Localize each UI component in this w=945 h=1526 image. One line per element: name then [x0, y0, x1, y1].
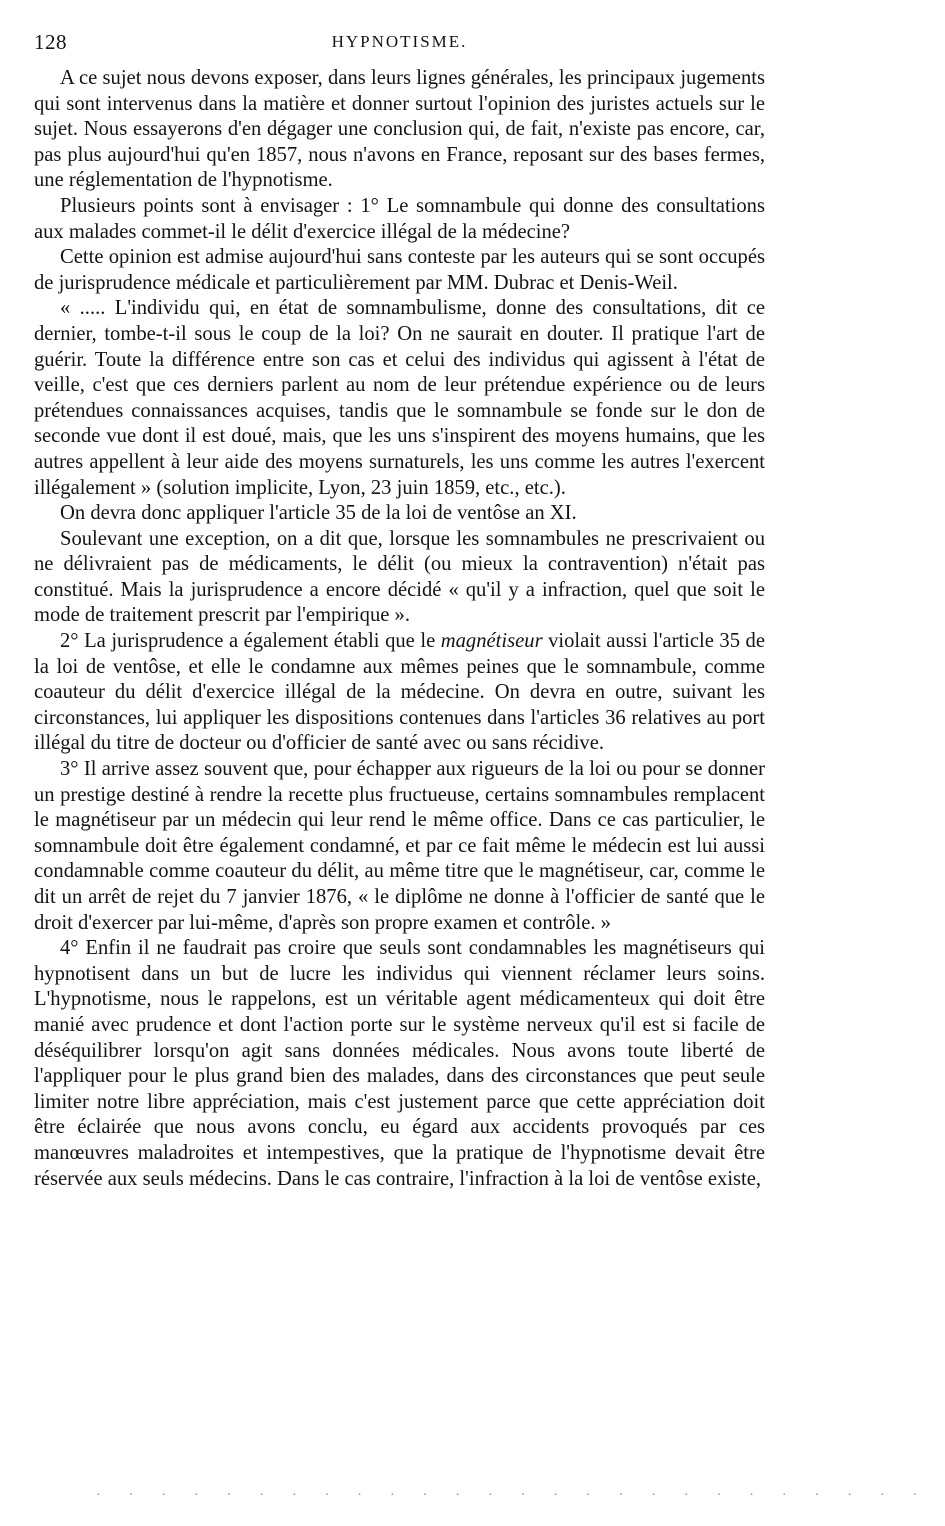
paragraph-opinion: Cette opinion est admise aujourd'hui sans conteste par les auteurs qui se sont occupés de jurisprudence médicale et particulièrement par MM. Dubrac et Denis-Weil. [34, 246, 765, 294]
paragraph-intro: A ce sujet nous devons exposer, dans leurs lignes générales, les principaux jugements qui sont intervenus dans la matière et donner surtout l'opinion des juristes actuels sur le sujet. Nous essayerons d'en dégager une conclusion qui, de fait, n'existe pas encore, car, pas plus aujourd'hui qu'en 1857, nous n'avons en France, reposant sur des bases fermes, une réglementation de l'hypnotisme. [34, 67, 765, 192]
paragraph-exception: Soulevant une exception, on a dit que, lorsque les somnambules ne prescrivaient ou ne délivraient pas de médicaments, le délit (ou mieux la contravention) n'était pas constitué. Mais la jurisprudence a encore décidé « qu'il y a infraction, quel que soit le mode de traitement prescrit par l'empirique ». [34, 527, 765, 627]
scan-artifact-dots: ·························· [96, 1488, 945, 1503]
point-2-text-end: violait aussi l'article 35 de la loi de ventôse, et elle le condamne aux mêmes peines que le somnambule, comme coauteur du délit d'exercice illégal de la médecine. On devra en outre, suivant les circonstances, lui appliquer les dispositions contenues dans l'articles 36 relatives au port illégal du titre de docteur ou d'officier de santé avec ou sans récidive. [34, 630, 765, 755]
paragraph-point-4: 4° Enfin il ne faudrait pas croire que seuls sont condamnables les magnétiseurs qui hypnotisent dans un but de lucre les individus qui viennent réclamer leurs soins. L'hypnotisme, nous le rappelons, est un véritable agent médicamenteux qui doit être manié avec prudence et dont l'action porte sur le système nerveux qu'il est si facile de déséquilibrer lorsqu'on agit sans données médicales. Nous avons toute liberté de l'appliquer pour le plus grand bien des malades, dans des circonstances que peut seule limiter notre libre appréciation, mais c'est justement parce que cette appréciation doit être éclairée que nous avons conclu, eu égard aux accidents provoqués par ces manœuvres maladroites et intempestives, que la pratique de l'hypnotisme devait être réservée aux seuls médecins. Dans le cas contraire, l'infraction à la loi de ventôse existe, [34, 937, 765, 1190]
point-2-text-start: 2° La jurisprudence a également établi que le [60, 630, 441, 653]
body-text [34, 66, 765, 1192]
point-2-emphasis: magnétiseur [440, 630, 543, 653]
paragraph-quotation: « ..... L'individu qui, en état de somnambulisme, donne des consultations, dit ce dernier, tombe-t-il sous le coup de la loi? On ne saurait en douter. Il pratique l'art de guérir. Toute la différence entre son cas et celui des individus qui agissent à l'état de veille, c'est que ces derniers parlent au nom de leur prétendue expérience ou de leurs prétendues connaissances acquises, tandis que le somnambule se fonde sur le don de seconde vue dont il est doué, mais, que les uns s'inspirent des moyens humains, que les autres appellent à leur aide des moyens surnaturels, les uns comme les autres l'exercent illégalement » (solution implicite, Lyon, 23 juin 1859, etc., etc.). [34, 297, 765, 499]
book-page [34, 30, 765, 1192]
running-title: HYPNOTISME. [331, 32, 468, 51]
page-header [34, 30, 765, 52]
paragraph-article-35: On devra donc appliquer l'article 35 de la loi de ventôse an XI. [60, 502, 577, 525]
paragraph-point-1: Plusieurs points sont à envisager : 1° Le somnambule qui donne des consultations aux malades commet-il le délit d'exercice illégal de la médecine? [34, 194, 765, 243]
page-number: 128 [34, 30, 67, 54]
paragraph-point-2 [34, 629, 765, 757]
paragraph-point-3: 3° Il arrive assez souvent que, pour échapper aux rigueurs de la loi ou pour se donner un prestige destiné à rendre la recette plus fructueuse, certains somnambules remplacent le magnétiseur par un médecin qui leur rend le même office. Dans ce cas particulier, le somnambule doit être également condamné, et par ce fait même le médecin est lui aussi condamnable comme coauteur du délit, au même titre que le magnétiseur, car, comme le dit un arrêt de rejet du 7 janvier 1876, « le diplôme ne donne à l'officier de santé que le droit d'exercer par lui-même, d'après son propre examen et contrôle. » [34, 758, 765, 934]
